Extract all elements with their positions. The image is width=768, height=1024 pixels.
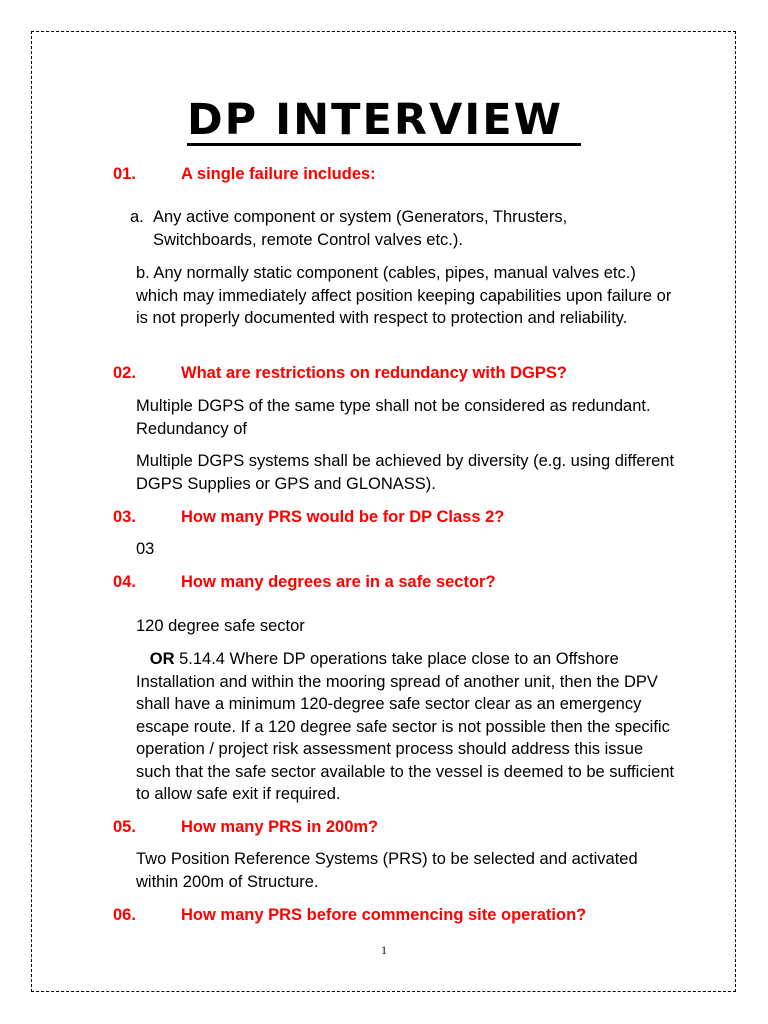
answer-02-p2: Multiple DGPS systems shall be achieved by diversity (e.g. using different DGPS Supplies or GPS and GLONASS).	[136, 452, 675, 493]
answer-01-b: b. Any normally static component (cables, pipes, manual valves etc.) which may immediately affect position keeping capabilities upon failure or is not properly documented with respect to protection and reliability.	[136, 264, 672, 327]
answer-04-p2	[136, 648, 676, 806]
question-text: What are restrictions on redundancy with DGPS?	[181, 364, 567, 382]
question-04	[113, 571, 496, 593]
question-01	[113, 163, 376, 185]
or-label: OR	[149, 650, 175, 668]
question-number: 01.	[113, 165, 136, 183]
question-02	[113, 362, 567, 384]
page-number: 1	[381, 943, 387, 957]
question-05	[113, 816, 378, 838]
question-number: 06.	[113, 906, 136, 924]
question-text: How many PRS before commencing site operation?	[181, 906, 587, 924]
answer-05: Two Position Reference Systems (PRS) to be selected and activated within 200m of Structure.	[136, 850, 638, 891]
document-title: DP INTERVIEW	[0, 94, 768, 146]
question-06	[113, 904, 586, 926]
question-number: 04.	[113, 573, 136, 591]
answer-01-a	[130, 206, 670, 251]
answer-03: 03	[136, 540, 155, 558]
answer-text: Any active component or system (Generators, Thrusters, Switchboards, remote Control valves etc.).	[153, 208, 568, 249]
list-marker: a.	[130, 208, 144, 226]
question-03	[113, 506, 504, 528]
question-number: 02.	[113, 364, 136, 382]
question-number: 05.	[113, 818, 136, 836]
question-text: A single failure includes:	[181, 165, 376, 183]
question-text: How many PRS would be for DP Class 2?	[181, 508, 505, 526]
answer-04-p1: 120 degree safe sector	[136, 617, 305, 635]
question-number: 03.	[113, 508, 136, 526]
answer-text: 5.14.4 Where DP operations take place close to an Offshore Installation and within the mooring spread of another unit, then the DPV shall have a minimum 120-degree safe sector clear as an emergency escape route. If a 120 degree safe sector is not possible then the specific operation / project risk assessment process should address this issue such that the safe sector available to the vessel is deemed to be sufficient to allow safe exit if required.	[136, 650, 675, 803]
answer-02-p1: Multiple DGPS of the same type shall not be considered as redundant. Redundancy of	[136, 397, 651, 438]
question-text: How many PRS in 200m?	[181, 818, 379, 836]
question-text: How many degrees are in a safe sector?	[181, 573, 496, 591]
